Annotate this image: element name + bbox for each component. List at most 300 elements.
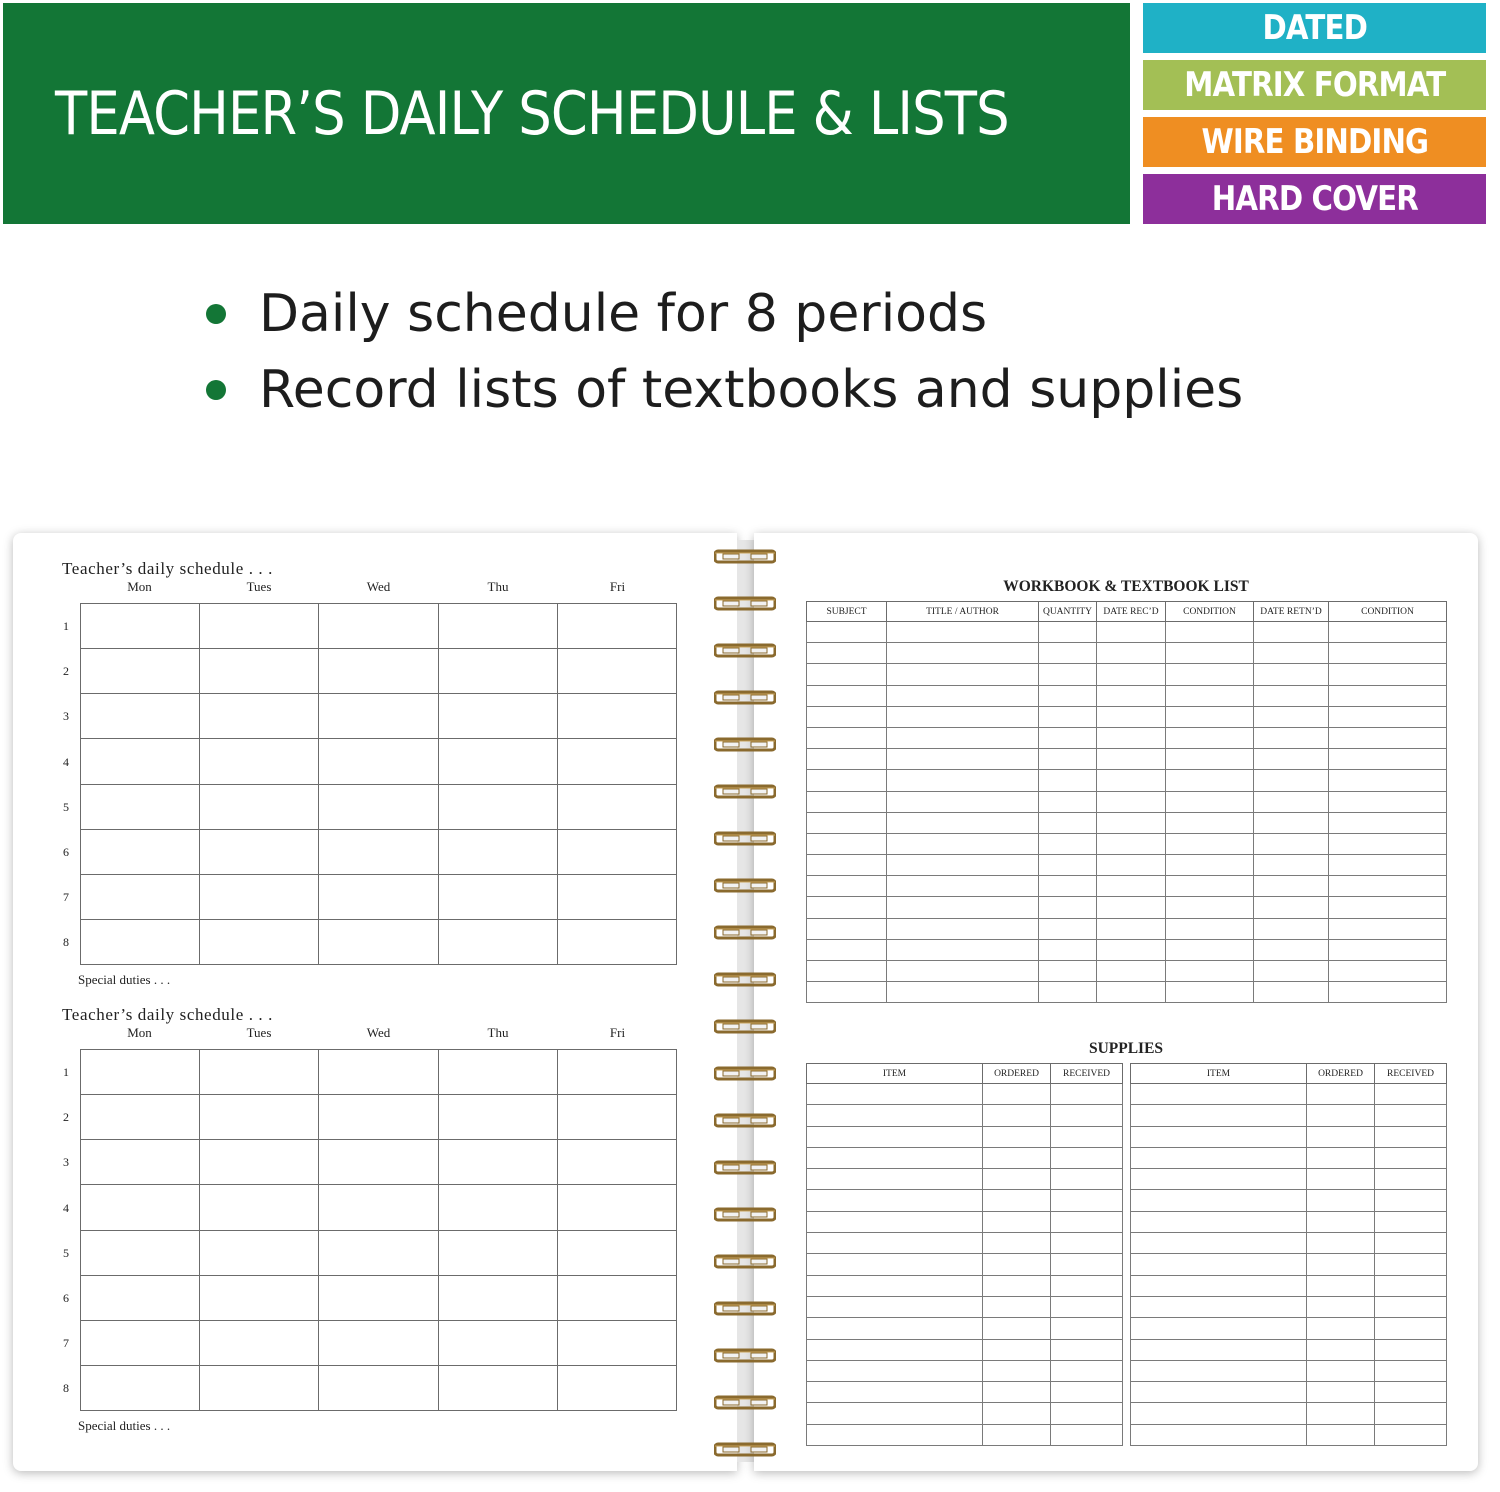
workbook-cell[interactable]: [1039, 939, 1097, 960]
workbook-cell[interactable]: [1254, 855, 1329, 876]
workbook-cell[interactable]: [1097, 982, 1166, 1003]
workbook-cell[interactable]: [1097, 918, 1166, 939]
supplies-cell[interactable]: [807, 1339, 983, 1360]
schedule-cell[interactable]: [319, 1275, 438, 1320]
schedule-cell[interactable]: [557, 919, 676, 964]
workbook-cell[interactable]: [1097, 939, 1166, 960]
schedule-cell[interactable]: [438, 1050, 557, 1095]
supplies-cell[interactable]: [1051, 1211, 1123, 1232]
supplies-cell[interactable]: [1375, 1190, 1447, 1211]
workbook-cell[interactable]: [1039, 664, 1097, 685]
supplies-cell[interactable]: [1307, 1211, 1375, 1232]
supplies-cell[interactable]: [1131, 1360, 1307, 1381]
schedule-cell[interactable]: [438, 1320, 557, 1365]
workbook-cell[interactable]: [1166, 643, 1254, 664]
supplies-cell[interactable]: [983, 1403, 1051, 1424]
workbook-cell[interactable]: [887, 685, 1039, 706]
supplies-cell[interactable]: [1051, 1296, 1123, 1317]
supplies-cell[interactable]: [1307, 1339, 1375, 1360]
schedule-cell[interactable]: [81, 604, 200, 649]
schedule-cell[interactable]: [319, 874, 438, 919]
workbook-cell[interactable]: [887, 643, 1039, 664]
workbook-cell[interactable]: [1097, 897, 1166, 918]
supplies-cell[interactable]: [1375, 1318, 1447, 1339]
schedule-cell[interactable]: [557, 1095, 676, 1140]
workbook-cell[interactable]: [1254, 812, 1329, 833]
supplies-cell[interactable]: [1051, 1233, 1123, 1254]
workbook-cell[interactable]: [1329, 664, 1447, 685]
supplies-cell[interactable]: [1375, 1360, 1447, 1381]
schedule-cell[interactable]: [319, 1050, 438, 1095]
workbook-cell[interactable]: [807, 664, 887, 685]
workbook-cell[interactable]: [1254, 939, 1329, 960]
workbook-cell[interactable]: [1097, 833, 1166, 854]
supplies-cell[interactable]: [983, 1233, 1051, 1254]
workbook-cell[interactable]: [1039, 727, 1097, 748]
supplies-cell[interactable]: [983, 1105, 1051, 1126]
workbook-cell[interactable]: [1166, 897, 1254, 918]
supplies-cell[interactable]: [1307, 1360, 1375, 1381]
supplies-cell[interactable]: [807, 1147, 983, 1168]
schedule-cell[interactable]: [81, 874, 200, 919]
schedule-cell[interactable]: [319, 739, 438, 784]
schedule-cell[interactable]: [81, 694, 200, 739]
workbook-cell[interactable]: [1039, 643, 1097, 664]
workbook-cell[interactable]: [1039, 855, 1097, 876]
workbook-cell[interactable]: [1097, 855, 1166, 876]
schedule-cell[interactable]: [557, 739, 676, 784]
supplies-cell[interactable]: [1051, 1339, 1123, 1360]
supplies-cell[interactable]: [1375, 1275, 1447, 1296]
workbook-cell[interactable]: [1166, 812, 1254, 833]
supplies-cell[interactable]: [1131, 1084, 1307, 1105]
supplies-cell[interactable]: [983, 1424, 1051, 1445]
schedule-cell[interactable]: [200, 1095, 319, 1140]
supplies-cell[interactable]: [983, 1360, 1051, 1381]
schedule-cell[interactable]: [438, 1230, 557, 1275]
workbook-cell[interactable]: [807, 727, 887, 748]
supplies-cell[interactable]: [1375, 1169, 1447, 1190]
supplies-cell[interactable]: [1307, 1275, 1375, 1296]
workbook-cell[interactable]: [1329, 812, 1447, 833]
supplies-cell[interactable]: [1131, 1190, 1307, 1211]
schedule-cell[interactable]: [319, 919, 438, 964]
workbook-cell[interactable]: [807, 622, 887, 643]
workbook-cell[interactable]: [1254, 918, 1329, 939]
supplies-cell[interactable]: [1307, 1190, 1375, 1211]
supplies-cell[interactable]: [1375, 1403, 1447, 1424]
workbook-cell[interactable]: [1097, 876, 1166, 897]
schedule-cell[interactable]: [81, 739, 200, 784]
supplies-cell[interactable]: [1131, 1147, 1307, 1168]
schedule-cell[interactable]: [557, 1140, 676, 1185]
workbook-cell[interactable]: [1329, 961, 1447, 982]
workbook-cell[interactable]: [1166, 982, 1254, 1003]
supplies-cell[interactable]: [1307, 1169, 1375, 1190]
schedule-cell[interactable]: [557, 829, 676, 874]
schedule-cell[interactable]: [438, 829, 557, 874]
supplies-cell[interactable]: [1307, 1382, 1375, 1403]
workbook-cell[interactable]: [1329, 939, 1447, 960]
schedule-cell[interactable]: [200, 694, 319, 739]
workbook-cell[interactable]: [1329, 770, 1447, 791]
supplies-cell[interactable]: [983, 1084, 1051, 1105]
schedule-cell[interactable]: [438, 649, 557, 694]
schedule-cell[interactable]: [200, 919, 319, 964]
workbook-cell[interactable]: [1329, 876, 1447, 897]
supplies-cell[interactable]: [807, 1254, 983, 1275]
supplies-cell[interactable]: [1051, 1147, 1123, 1168]
workbook-cell[interactable]: [1166, 855, 1254, 876]
workbook-cell[interactable]: [1039, 982, 1097, 1003]
schedule-cell[interactable]: [81, 1140, 200, 1185]
workbook-cell[interactable]: [887, 939, 1039, 960]
schedule-cell[interactable]: [557, 1230, 676, 1275]
workbook-cell[interactable]: [887, 622, 1039, 643]
workbook-cell[interactable]: [887, 791, 1039, 812]
workbook-cell[interactable]: [1039, 833, 1097, 854]
workbook-cell[interactable]: [1329, 855, 1447, 876]
workbook-cell[interactable]: [1097, 961, 1166, 982]
supplies-cell[interactable]: [1307, 1318, 1375, 1339]
workbook-cell[interactable]: [1254, 749, 1329, 770]
workbook-cell[interactable]: [1097, 643, 1166, 664]
workbook-cell[interactable]: [887, 833, 1039, 854]
supplies-cell[interactable]: [1375, 1296, 1447, 1317]
supplies-cell[interactable]: [1051, 1382, 1123, 1403]
schedule-cell[interactable]: [438, 784, 557, 829]
workbook-cell[interactable]: [1254, 961, 1329, 982]
workbook-cell[interactable]: [1329, 706, 1447, 727]
schedule-cell[interactable]: [200, 1230, 319, 1275]
workbook-cell[interactable]: [1254, 982, 1329, 1003]
workbook-cell[interactable]: [807, 833, 887, 854]
workbook-cell[interactable]: [807, 706, 887, 727]
supplies-cell[interactable]: [983, 1296, 1051, 1317]
workbook-cell[interactable]: [1166, 939, 1254, 960]
supplies-cell[interactable]: [1131, 1169, 1307, 1190]
workbook-cell[interactable]: [1329, 833, 1447, 854]
supplies-cell[interactable]: [1131, 1126, 1307, 1147]
schedule-cell[interactable]: [81, 1050, 200, 1095]
workbook-cell[interactable]: [1097, 770, 1166, 791]
schedule-cell[interactable]: [557, 1185, 676, 1230]
supplies-cell[interactable]: [1307, 1296, 1375, 1317]
schedule-cell[interactable]: [557, 1050, 676, 1095]
workbook-cell[interactable]: [1254, 876, 1329, 897]
workbook-cell[interactable]: [1166, 791, 1254, 812]
workbook-cell[interactable]: [1166, 918, 1254, 939]
supplies-cell[interactable]: [1131, 1339, 1307, 1360]
supplies-cell[interactable]: [1375, 1339, 1447, 1360]
supplies-cell[interactable]: [983, 1254, 1051, 1275]
schedule-cell[interactable]: [438, 1140, 557, 1185]
schedule-cell[interactable]: [81, 829, 200, 874]
workbook-cell[interactable]: [807, 685, 887, 706]
supplies-cell[interactable]: [807, 1084, 983, 1105]
supplies-cell[interactable]: [1051, 1360, 1123, 1381]
supplies-cell[interactable]: [1375, 1211, 1447, 1232]
supplies-cell[interactable]: [807, 1105, 983, 1126]
workbook-cell[interactable]: [1166, 706, 1254, 727]
schedule-cell[interactable]: [557, 649, 676, 694]
workbook-cell[interactable]: [887, 876, 1039, 897]
schedule-cell[interactable]: [557, 604, 676, 649]
workbook-cell[interactable]: [887, 664, 1039, 685]
schedule-cell[interactable]: [438, 694, 557, 739]
supplies-cell[interactable]: [1375, 1424, 1447, 1445]
schedule-cell[interactable]: [438, 919, 557, 964]
workbook-cell[interactable]: [1166, 961, 1254, 982]
schedule-cell[interactable]: [200, 739, 319, 784]
supplies-cell[interactable]: [1131, 1382, 1307, 1403]
schedule-cell[interactable]: [200, 874, 319, 919]
schedule-cell[interactable]: [200, 1275, 319, 1320]
workbook-cell[interactable]: [1329, 791, 1447, 812]
schedule-cell[interactable]: [319, 1230, 438, 1275]
workbook-cell[interactable]: [807, 918, 887, 939]
supplies-cell[interactable]: [1307, 1254, 1375, 1275]
supplies-cell[interactable]: [1307, 1403, 1375, 1424]
supplies-cell[interactable]: [1051, 1318, 1123, 1339]
workbook-cell[interactable]: [1254, 685, 1329, 706]
schedule-cell[interactable]: [319, 1320, 438, 1365]
workbook-cell[interactable]: [807, 876, 887, 897]
workbook-cell[interactable]: [1039, 685, 1097, 706]
workbook-cell[interactable]: [1166, 833, 1254, 854]
workbook-cell[interactable]: [1166, 876, 1254, 897]
workbook-cell[interactable]: [1166, 664, 1254, 685]
supplies-cell[interactable]: [1375, 1254, 1447, 1275]
supplies-cell[interactable]: [1307, 1424, 1375, 1445]
workbook-cell[interactable]: [1254, 791, 1329, 812]
schedule-cell[interactable]: [200, 1140, 319, 1185]
supplies-cell[interactable]: [1051, 1105, 1123, 1126]
schedule-cell[interactable]: [438, 874, 557, 919]
supplies-cell[interactable]: [1307, 1084, 1375, 1105]
supplies-cell[interactable]: [807, 1275, 983, 1296]
workbook-cell[interactable]: [887, 770, 1039, 791]
supplies-cell[interactable]: [1307, 1147, 1375, 1168]
supplies-cell[interactable]: [983, 1169, 1051, 1190]
schedule-cell[interactable]: [438, 739, 557, 784]
schedule-cell[interactable]: [319, 784, 438, 829]
supplies-cell[interactable]: [1131, 1233, 1307, 1254]
workbook-cell[interactable]: [1254, 897, 1329, 918]
schedule-cell[interactable]: [200, 1320, 319, 1365]
supplies-cell[interactable]: [1051, 1169, 1123, 1190]
workbook-cell[interactable]: [887, 982, 1039, 1003]
supplies-cell[interactable]: [983, 1318, 1051, 1339]
workbook-cell[interactable]: [807, 961, 887, 982]
workbook-cell[interactable]: [887, 706, 1039, 727]
workbook-cell[interactable]: [1039, 961, 1097, 982]
workbook-cell[interactable]: [1039, 791, 1097, 812]
schedule-cell[interactable]: [438, 1185, 557, 1230]
supplies-cell[interactable]: [983, 1126, 1051, 1147]
schedule-cell[interactable]: [557, 784, 676, 829]
schedule-cell[interactable]: [319, 649, 438, 694]
supplies-cell[interactable]: [1131, 1275, 1307, 1296]
supplies-cell[interactable]: [1307, 1126, 1375, 1147]
workbook-cell[interactable]: [1039, 812, 1097, 833]
schedule-cell[interactable]: [200, 604, 319, 649]
supplies-cell[interactable]: [807, 1403, 983, 1424]
supplies-cell[interactable]: [1375, 1147, 1447, 1168]
supplies-cell[interactable]: [983, 1275, 1051, 1296]
workbook-cell[interactable]: [1329, 643, 1447, 664]
workbook-cell[interactable]: [1166, 685, 1254, 706]
workbook-cell[interactable]: [887, 727, 1039, 748]
workbook-cell[interactable]: [887, 918, 1039, 939]
supplies-cell[interactable]: [1131, 1296, 1307, 1317]
workbook-cell[interactable]: [1329, 622, 1447, 643]
supplies-cell[interactable]: [1051, 1275, 1123, 1296]
workbook-cell[interactable]: [1329, 749, 1447, 770]
supplies-cell[interactable]: [1131, 1105, 1307, 1126]
schedule-cell[interactable]: [81, 919, 200, 964]
schedule-cell[interactable]: [200, 1185, 319, 1230]
schedule-cell[interactable]: [200, 649, 319, 694]
schedule-cell[interactable]: [438, 1275, 557, 1320]
workbook-cell[interactable]: [1039, 706, 1097, 727]
workbook-cell[interactable]: [1097, 749, 1166, 770]
workbook-cell[interactable]: [1097, 727, 1166, 748]
schedule-cell[interactable]: [319, 1185, 438, 1230]
supplies-cell[interactable]: [1131, 1211, 1307, 1232]
supplies-cell[interactable]: [807, 1233, 983, 1254]
workbook-cell[interactable]: [1254, 770, 1329, 791]
supplies-cell[interactable]: [807, 1360, 983, 1381]
schedule-cell[interactable]: [81, 649, 200, 694]
workbook-cell[interactable]: [807, 643, 887, 664]
workbook-cell[interactable]: [1166, 749, 1254, 770]
supplies-cell[interactable]: [1375, 1233, 1447, 1254]
supplies-cell[interactable]: [1131, 1403, 1307, 1424]
supplies-cell[interactable]: [1051, 1190, 1123, 1211]
workbook-cell[interactable]: [887, 961, 1039, 982]
supplies-cell[interactable]: [807, 1318, 983, 1339]
workbook-cell[interactable]: [1254, 833, 1329, 854]
workbook-cell[interactable]: [807, 855, 887, 876]
supplies-cell[interactable]: [807, 1424, 983, 1445]
supplies-cell[interactable]: [1131, 1254, 1307, 1275]
supplies-cell[interactable]: [1051, 1126, 1123, 1147]
workbook-cell[interactable]: [807, 812, 887, 833]
supplies-cell[interactable]: [983, 1147, 1051, 1168]
workbook-cell[interactable]: [1329, 685, 1447, 706]
schedule-cell[interactable]: [319, 604, 438, 649]
workbook-cell[interactable]: [1254, 727, 1329, 748]
schedule-cell[interactable]: [200, 1050, 319, 1095]
workbook-cell[interactable]: [1039, 918, 1097, 939]
supplies-cell[interactable]: [1375, 1382, 1447, 1403]
supplies-cell[interactable]: [1051, 1084, 1123, 1105]
supplies-cell[interactable]: [1131, 1318, 1307, 1339]
workbook-cell[interactable]: [1097, 706, 1166, 727]
schedule-cell[interactable]: [200, 784, 319, 829]
supplies-cell[interactable]: [983, 1339, 1051, 1360]
workbook-cell[interactable]: [1254, 706, 1329, 727]
workbook-cell[interactable]: [1097, 812, 1166, 833]
workbook-cell[interactable]: [1039, 622, 1097, 643]
supplies-cell[interactable]: [807, 1190, 983, 1211]
supplies-cell[interactable]: [1375, 1105, 1447, 1126]
supplies-cell[interactable]: [1375, 1084, 1447, 1105]
schedule-cell[interactable]: [557, 874, 676, 919]
schedule-cell[interactable]: [81, 784, 200, 829]
supplies-cell[interactable]: [1051, 1254, 1123, 1275]
schedule-cell[interactable]: [319, 1365, 438, 1410]
workbook-cell[interactable]: [1329, 982, 1447, 1003]
schedule-cell[interactable]: [319, 1095, 438, 1140]
schedule-cell[interactable]: [557, 1275, 676, 1320]
schedule-cell[interactable]: [200, 829, 319, 874]
workbook-cell[interactable]: [1166, 727, 1254, 748]
schedule-cell[interactable]: [438, 604, 557, 649]
supplies-cell[interactable]: [983, 1190, 1051, 1211]
supplies-cell[interactable]: [1051, 1424, 1123, 1445]
schedule-cell[interactable]: [81, 1230, 200, 1275]
workbook-cell[interactable]: [1329, 727, 1447, 748]
workbook-cell[interactable]: [887, 897, 1039, 918]
schedule-cell[interactable]: [81, 1275, 200, 1320]
supplies-cell[interactable]: [1307, 1233, 1375, 1254]
schedule-cell[interactable]: [81, 1320, 200, 1365]
workbook-cell[interactable]: [1166, 622, 1254, 643]
workbook-cell[interactable]: [1254, 622, 1329, 643]
workbook-cell[interactable]: [1254, 643, 1329, 664]
schedule-cell[interactable]: [438, 1095, 557, 1140]
schedule-cell[interactable]: [557, 1365, 676, 1410]
workbook-cell[interactable]: [1097, 622, 1166, 643]
supplies-cell[interactable]: [807, 1169, 983, 1190]
workbook-cell[interactable]: [807, 982, 887, 1003]
schedule-cell[interactable]: [81, 1095, 200, 1140]
workbook-cell[interactable]: [1097, 664, 1166, 685]
supplies-cell[interactable]: [807, 1126, 983, 1147]
workbook-cell[interactable]: [1329, 918, 1447, 939]
workbook-cell[interactable]: [1039, 897, 1097, 918]
supplies-cell[interactable]: [807, 1382, 983, 1403]
workbook-cell[interactable]: [1039, 876, 1097, 897]
workbook-cell[interactable]: [1254, 664, 1329, 685]
schedule-cell[interactable]: [438, 1365, 557, 1410]
workbook-cell[interactable]: [807, 939, 887, 960]
workbook-cell[interactable]: [807, 749, 887, 770]
workbook-cell[interactable]: [887, 749, 1039, 770]
workbook-cell[interactable]: [887, 855, 1039, 876]
supplies-cell[interactable]: [983, 1382, 1051, 1403]
schedule-cell[interactable]: [319, 829, 438, 874]
supplies-cell[interactable]: [1051, 1403, 1123, 1424]
supplies-cell[interactable]: [1131, 1424, 1307, 1445]
workbook-cell[interactable]: [1097, 791, 1166, 812]
workbook-cell[interactable]: [1039, 770, 1097, 791]
workbook-cell[interactable]: [807, 791, 887, 812]
supplies-cell[interactable]: [983, 1211, 1051, 1232]
supplies-cell[interactable]: [807, 1211, 983, 1232]
schedule-cell[interactable]: [200, 1365, 319, 1410]
schedule-cell[interactable]: [319, 1140, 438, 1185]
workbook-cell[interactable]: [1329, 897, 1447, 918]
schedule-cell[interactable]: [557, 1320, 676, 1365]
workbook-cell[interactable]: [807, 897, 887, 918]
workbook-cell[interactable]: [1039, 749, 1097, 770]
workbook-cell[interactable]: [887, 812, 1039, 833]
workbook-cell[interactable]: [1097, 685, 1166, 706]
supplies-cell[interactable]: [1307, 1105, 1375, 1126]
